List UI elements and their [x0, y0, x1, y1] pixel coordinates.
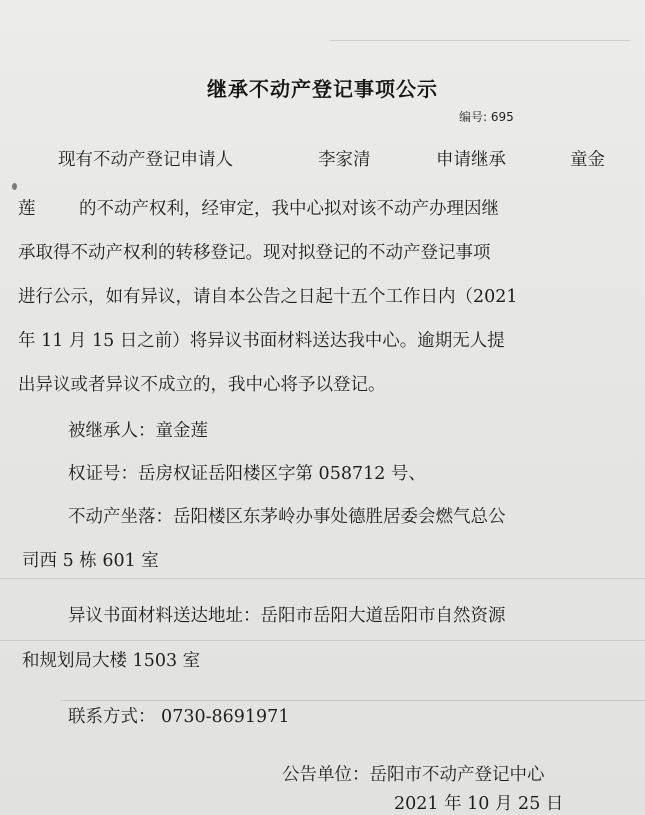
paragraph-action: 申请继承: [436, 150, 506, 170]
contact-field: 联系方式： 0730-8691971: [68, 707, 290, 727]
paragraph-lead: 现有不动产登记申请人: [58, 150, 233, 170]
decedent-field: 被继承人：童金莲: [68, 421, 208, 441]
paragraph-line-4: 进行公示，如有异议，请自本公告之日起十五个工作日内（2021: [18, 287, 518, 307]
location-field-line-2: 司西 5 栋 601 室: [22, 551, 159, 571]
serial-label: 编号:: [459, 110, 488, 124]
paragraph-line-3: 承取得不动产权利的转移登记。现对拟登记的不动产登记事项: [18, 243, 491, 263]
bleed-rule: [60, 700, 645, 701]
paragraph-line-6: 出异议或者异议不成立的，我中心将予以登记。: [18, 375, 386, 395]
objection-address-line-1: 异议书面材料送达地址：岳阳市岳阳大道岳阳市自然资源: [68, 606, 506, 626]
objection-address-line-2: 和规划局大楼 1503 室: [22, 651, 201, 671]
issuer: 公告单位：岳阳市不动产登记中心: [282, 765, 545, 785]
applicant-name: 李家清: [318, 150, 371, 170]
notice-title: 继承不动产登记事项公示: [207, 77, 438, 102]
bleed-rule: [330, 40, 630, 41]
paragraph-line-5: 年 11 月 15 日之前）将异议书面材料送达我中心。逾期无人提: [18, 331, 505, 351]
decedent-name-part2: 莲: [18, 199, 36, 219]
paragraph-line-1: [58, 146, 233, 171]
bleed-rule: [0, 578, 645, 579]
serial-value: 695: [490, 110, 514, 124]
bleed-rule: [0, 640, 645, 641]
certificate-field: 权证号：岳房权证岳阳楼区字第 058712 号、: [68, 464, 426, 484]
serial-number: [459, 108, 514, 125]
location-field-line-1: 不动产坐落：岳阳楼区东茅岭办事处德胜居委会燃气总公: [68, 507, 506, 527]
scan-speck: [12, 183, 17, 190]
paragraph-line-2: 的不动产权利，经审定，我中心拟对该不动产办理因继: [79, 199, 499, 219]
decedent-name-part1: 童金: [570, 150, 605, 170]
issue-date: 2021 年 10 月 25 日: [394, 794, 564, 814]
